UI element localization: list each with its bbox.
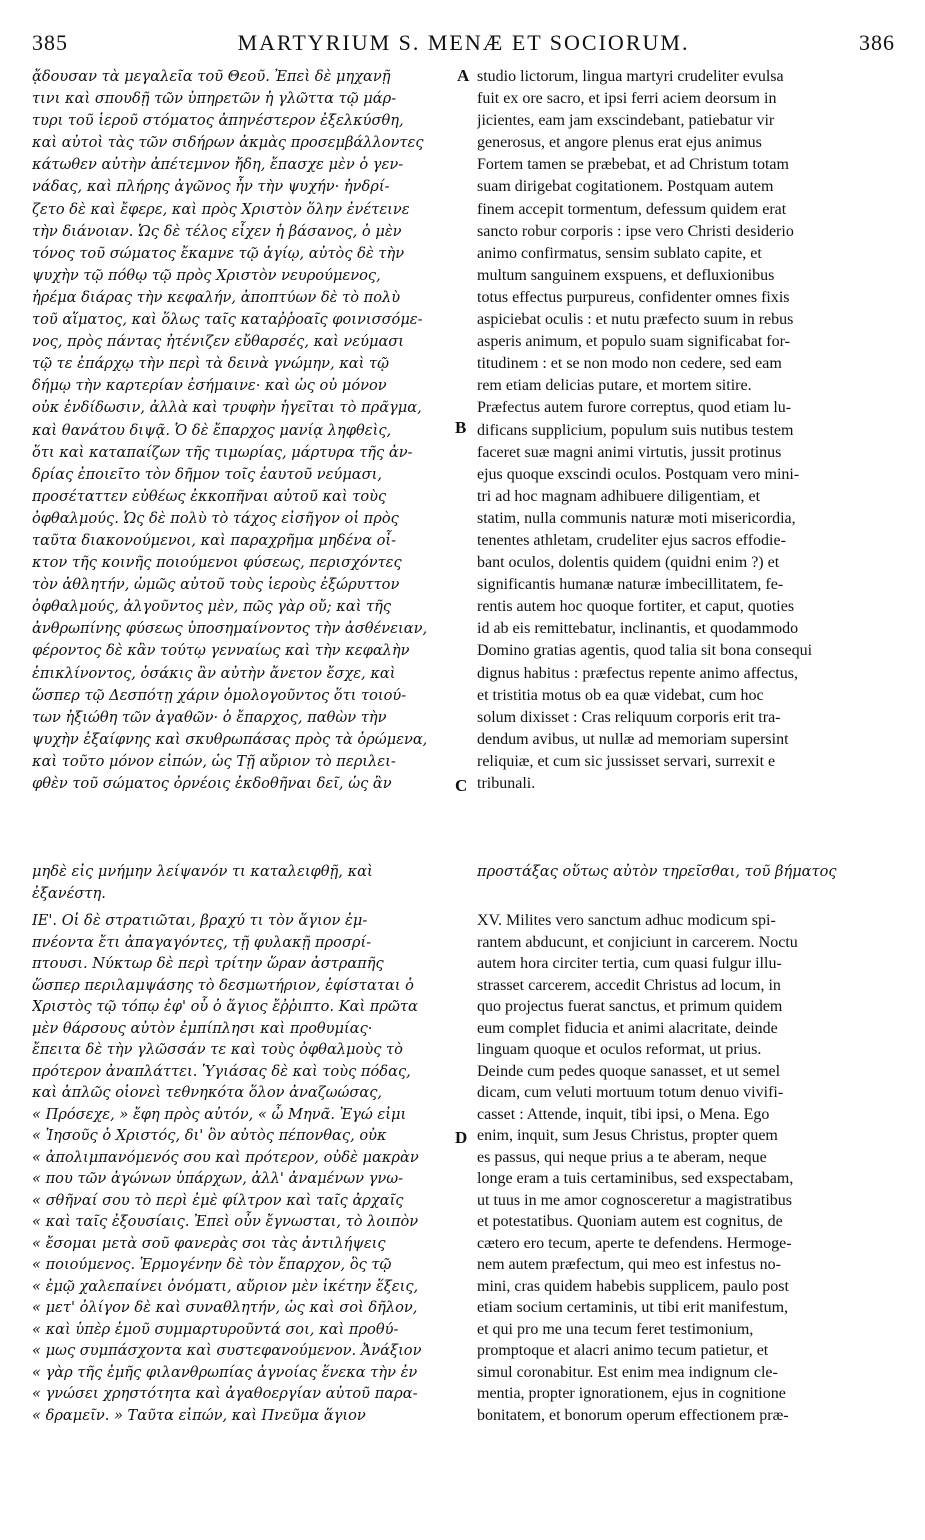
latin-text-line: etiam socium certaminis, ut tibi erit manifestum, xyxy=(477,1299,789,1316)
full-width-line-right: προστάξας οὕτως αὐτὸν τηρεῖσθαι, τοῦ βήματος xyxy=(477,863,837,880)
greek-text-line: ἐπικλίνοντος, ὁσάκις ἂν αὐτὴν ἄνετον ἔσχε, καὶ xyxy=(32,664,396,682)
greek-text-line: « Πρόσεχε, » ἔφη πρὸς αὐτόν, « ὦ Μηνᾶ. Ἐγώ εἰμι xyxy=(32,1105,407,1123)
latin-text-line: dificans supplicium, populum suis nutibus testem xyxy=(477,421,794,439)
latin-text-line: generosus, et angore plenus erat ejus animus xyxy=(477,134,762,152)
running-title: MARTYRIUM S. MENÆ ET SOCIORUM. xyxy=(237,30,690,55)
latin-text-line: tri ad hoc magnam adhibuere diligentiam, et xyxy=(477,487,761,505)
latin-text-line: Præfectus autem furore correptus, quod etiam lu- xyxy=(477,399,792,417)
latin-text-line: strasset carcerem, accedit Christus ad locum, in xyxy=(477,976,781,994)
latin-text-line: multum sanguinem exspuens, et defluxionibus xyxy=(477,266,775,284)
greek-text-line: ΙΕ'. Οἱ δὲ στρατιῶται, βραχύ τι τὸν ἅγιον ἐμ- xyxy=(32,912,368,929)
greek-text-line: καὶ θανάτου διψᾷ. Ὁ δὲ ἔπαρχος μανίᾳ ληφθεὶς, xyxy=(32,421,392,439)
greek-text-line: φθὲν τοῦ σώματος ὀρνέοις ἐκδοθῆναι δεῖ, ὡς ἂν xyxy=(32,775,392,792)
greek-text-line: ὥσπερ τῷ Δεσπότῃ χάριν ὁμολογοῦντος ὅτι τοιού- xyxy=(32,686,407,704)
latin-text-line: rantem abducunt, et conjiciunt in carcerem. Noctu xyxy=(477,933,798,951)
greek-text-line: « γὰρ τῆς ἐμῆς φιλανθρωπίας ἀγνοίας ἕνεκα τὴν ἐν xyxy=(32,1363,418,1381)
greek-text-line: « ἐμῷ χαλεπαίνει ὀνόματι, αὔριον μὲν ἱκέτην ἕξεις, xyxy=(32,1277,419,1295)
full-width-line xyxy=(32,863,894,885)
latin-text-line: jicientes, eam jam exscindebant, patiebatur vir xyxy=(477,112,775,130)
latin-text-line: faceret suæ magni animi virtutis, jussit protinus xyxy=(477,443,782,461)
running-header xyxy=(32,30,895,64)
latin-text-line: casset : Attende, inquit, tibi ipsi, o Mena. Ego xyxy=(477,1105,770,1123)
greek-text-line: καὶ ἁπλῶς οἱονεὶ τεθνηκότα ὅλον ἀναζωώσας, xyxy=(32,1084,383,1101)
greek-text-line: ἔπειτα δὲ τὴν γλῶσσάν τε καὶ τοὺς ὀφθαλμοὺς τὸ xyxy=(32,1041,403,1058)
greek-text-line: « δραμεῖν. » Ταῦτα εἰπών, καὶ Πνεῦμα ἅγιον xyxy=(32,1406,366,1424)
greek-text-line: « ἔσομαι μετὰ σοῦ φανερὰς σοι τὰς ἀντιλήψεις xyxy=(32,1234,386,1252)
greek-text-line: τῷ τε ἐπάρχῳ τὴν περὶ τὰ δεινὰ γνώμην, καὶ τῷ xyxy=(32,355,389,373)
greek-text-line: « καὶ ὑπὲρ ἐμοῦ συμμαρτυροῦντά σοι, καὶ προθύ- xyxy=(32,1320,399,1338)
latin-text-line: bant oculos, dolentis quidem (quidni enim ?) et xyxy=(477,554,780,572)
greek-column-bottom xyxy=(32,910,464,1426)
greek-text-line: μὲν θάρσους αὐτὸν ἐμπίπλησι καὶ προθυμίας· xyxy=(32,1019,373,1037)
latin-column-bottom xyxy=(477,910,895,1426)
latin-text-line: ejus quoque exscindi oculos. Postquam vero mini- xyxy=(477,465,800,483)
greek-text-line: Χριστὸς τῷ τόπῳ ἐφ' οὗ ὁ ἅγιος ἔῤῥιπτο. Καὶ πρῶτα xyxy=(32,998,418,1015)
latin-text-line: autem hora circiter tertia, cum quasi fulgur illu- xyxy=(477,955,782,972)
latin-text-line: Fortem tamen se præbebat, et ad Christum totam xyxy=(477,156,789,174)
latin-text-line: reliquiæ, et cum sic jussisset servari, surrexit e xyxy=(477,752,776,770)
latin-text-line: dicam, cum veluti mortuum totum denuo vivifi- xyxy=(477,1084,784,1101)
greek-text-line: δήμῳ τὴν καρτερίαν ἐσήμαινε· καὶ ὡς οὐ μόνον xyxy=(32,377,387,395)
greek-text-line: τὴν διάνοιαν. Ὡς δὲ τέλος εἶχεν ἡ βάσανος, ὁ μὲν xyxy=(32,222,402,240)
latin-text-line: totus effectus purpureus, confidenter omnes fixis xyxy=(477,288,790,306)
greek-text-line: « ποιούμενος. Ἑρμογένην δὲ τὸν ἔπαρχον, ὃς τῷ xyxy=(32,1256,392,1273)
latin-text-line: dendum avibus, ut nullæ ad memoriam supersint xyxy=(477,730,789,748)
latin-text-line: rentis autem hoc quoque fortiter, et caput, quoties xyxy=(477,598,795,616)
greek-text-line: ψυχὴν ἐξαίφνης καὶ σκυθρωπάσας πρὸς τὰ ὁρώμενα, xyxy=(32,730,428,748)
full-width-line-left: μηδὲ εἰς μνήμην λείψανόν τι καταλειφθῇ, καὶ xyxy=(32,863,373,880)
latin-text-line: id ab eis remittebatur, inclinantis, et quodammodo xyxy=(477,620,799,638)
latin-text-line: eum complet fiducia et animi alacritate, deinde xyxy=(477,1019,778,1037)
greek-text-line: « μως συμπάσχοντα καὶ συστεφανούμενον. Ἀνάξιον xyxy=(32,1342,422,1359)
latin-text-line: enim, inquit, sum Jesus Christus, propter quem xyxy=(477,1127,778,1144)
latin-text-line: Domino gratias agentis, quod talia sit bona consequi xyxy=(477,642,813,660)
latin-text-line: es passus, qui neque prius a te aberam, neque xyxy=(477,1148,767,1166)
greek-text-line: ταῦτα διακονούμενοι, καὶ παραχρῆμα μηδένα οἶ- xyxy=(32,531,397,549)
latin-text-line: Deinde cum pedes quoque sanasset, et ut semel xyxy=(477,1062,781,1080)
latin-text-line: XV. Milites vero sanctum adhuc modicum spi- xyxy=(477,912,776,929)
latin-text-line: studio lictorum, lingua martyri crudeliter evulsa xyxy=(477,68,784,85)
greek-column-top xyxy=(32,66,462,795)
latin-text-line: fuit ex ore sacro, et ipsi ferri aciem deorsum in xyxy=(477,90,777,108)
greek-text-line: νάδας, καὶ πλήρης ἀγῶνος ἦν τὴν ψυχήν· ἠνδρί- xyxy=(32,178,390,196)
latin-text-line: cætero ero tecum, aperte te defendens. Hermoge- xyxy=(477,1234,792,1252)
greek-text-line: ἀνθρωπίνης φύσεως ὑποσημαίνοντος τὴν ἀσθένειαν, xyxy=(32,620,428,638)
greek-text-line: πνέοντα ἔτι ἀπαγαγόντες, τῇ φυλακῇ προσρί- xyxy=(32,933,372,951)
greek-text-line: νος, πρὸς πάντας ἠτένιζεν εὔθαρσές, καὶ νεύμασι xyxy=(32,333,404,351)
latin-text-line: tenentes athletam, crudeliter ejus sacros effodie- xyxy=(477,531,786,549)
latin-text-line: sancto robur corporis : ipse vero Christi desiderio xyxy=(477,222,794,240)
greek-text-line: « που τῶν ἀγώνων ὑπάρχων, ἀλλ' ἀναμένων γνω- xyxy=(32,1170,404,1187)
greek-text-line: προσέταττεν εὐθέως ἐκκοπῆναι αὐτοῦ καὶ τοὺς xyxy=(32,487,387,505)
section-marker-b: B xyxy=(455,418,467,437)
greek-text-line: φέροντος δὲ κἂν τούτῳ γενναίως καὶ τὴν κεφαλὴν xyxy=(32,642,410,660)
greek-text-line: ὥσπερ περιλαμψάσης τὸ δεσμωτήριον, ἐφίσταται ὁ xyxy=(32,976,414,994)
latin-text-line: promptoque et alacri animo tecum patietur, et xyxy=(477,1342,769,1359)
greek-text-line: πρότερον ἀναπλάττει. Ὑγιάσας δὲ καὶ τοὺς πόδας, xyxy=(32,1062,411,1080)
latin-text-line: linguam quoque et oculos reformat, ut prius. xyxy=(477,1041,762,1058)
full-width-line-tail: ἐξανέστη. xyxy=(32,885,106,902)
latin-text-line: et potestatibus. Quoniam autem est cognitus, de xyxy=(477,1213,783,1230)
latin-text-line: et tristitia motus ob ea quæ videbat, cum hoc xyxy=(477,686,764,704)
greek-text-line: ψυχὴν τῷ πόθῳ τῷ πρὸς Χριστὸν νευρούμενος, xyxy=(32,266,381,284)
latin-column-top xyxy=(477,66,895,795)
greek-text-line: των ἠξιώθη τῶν ἀγαθῶν· ὁ ἔπαρχος, παθὼν τὴν xyxy=(32,708,387,726)
greek-text-line: κτον τῆς κοινῆς ποιούμενοι φύσεως, περισχόντες xyxy=(32,554,402,572)
greek-text-line: « Ἰησοῦς ὁ Χριστός, δι' ὃν αὐτὸς πέπονθας, οὐκ xyxy=(32,1127,387,1144)
greek-text-line: κάτωθεν αὐτὴν ἀπέτεμνον ἤδη, ἔπασχε μὲν ὁ γεν- xyxy=(32,156,404,174)
greek-text-line: ᾄδουσαν τὰ μεγαλεῖα τοῦ Θεοῦ. Ἐπεὶ δὲ μηχανῇ xyxy=(32,68,391,85)
latin-text-line: significantis humanæ naturæ imbecillitatem, fe- xyxy=(477,576,784,594)
greek-text-line: καὶ αὐτοὶ τὰς τῶν σιδήρων ἀκμὰς προσεμβάλλοντες xyxy=(32,134,424,152)
latin-text-line: titudinem : et se non modo non cedere, sed eam xyxy=(477,355,782,373)
latin-text-line: nem autem præfectum, qui meo est infestus no- xyxy=(477,1256,781,1273)
latin-text-line: asperis animum, et populo suam significabat for- xyxy=(477,333,790,351)
latin-text-line: statim, nulla communis naturæ moti misericordia, xyxy=(477,509,796,527)
latin-text-line: finem accepit tormentum, defessum quidem erat xyxy=(477,200,787,218)
greek-text-line: ὅτι καὶ καταπαίζων τῆς τιμωρίας, μάρτυρα τῆς ἀν- xyxy=(32,443,413,461)
section-marker-a: A xyxy=(457,66,470,85)
greek-text-line: « σθῆναί σου τὸ περὶ ἐμὲ φίλτρον καὶ ταῖς ἀρχαῖς xyxy=(32,1191,404,1209)
latin-text-line: tribunali. xyxy=(477,775,536,792)
greek-text-line: δρίας ἐποιεῖτο τὸν δῆμον τοῖς ἑαυτοῦ νεύμασι, xyxy=(32,465,382,483)
page-number-right: 386 xyxy=(859,30,895,55)
greek-text-line: οὐκ ἐνδίδωσιν, ἀλλὰ καὶ τρυφὴν ἡγεῖται τὸ πρᾶγμα, xyxy=(32,399,422,417)
latin-text-line: animo confirmatus, sensim sublato capite, et xyxy=(477,244,762,262)
latin-text-line: mini, cras quidem habebis supplicem, paulo post xyxy=(477,1277,789,1295)
greek-text-line: πτουσι. Νύκτωρ δὲ περὶ τρίτην ὥραν ἀστραπῆς xyxy=(32,955,384,972)
greek-text-line: τοῦ αἵματος, καὶ ὅλως ταῖς καταῤῥοαῖς φοινισσόμε- xyxy=(32,311,423,329)
greek-text-line: ἠρέμα διάρας τὴν κεφαλήν, ἀποπτύων δὲ τὸ πολὺ xyxy=(32,288,401,306)
section-marker-d: D xyxy=(455,1128,468,1147)
latin-text-line: rem etiam delicias putare, et mortem sitire. xyxy=(477,377,752,395)
greek-text-line: ὀφθαλμούς, ἀλγοῦντος μὲν, πῶς γὰρ οὔ; καὶ τῆς xyxy=(32,598,392,616)
greek-text-line: καὶ τοῦτο μόνον εἰπών, ὡς Τῇ αὔριον τὸ περιλει- xyxy=(32,752,396,770)
greek-text-line: « καὶ ταῖς ἐξουσίαις. Ἐπεὶ οὖν ἔγνωσται, τὸ λοιπὸν xyxy=(32,1213,419,1230)
latin-text-line: solum dixisset : Cras reliquum corporis erit tra- xyxy=(477,708,781,726)
latin-text-line: aspiciebat oculis : et nutu præfecto suum in rebus xyxy=(477,311,794,329)
greek-text-line: ζετο δὲ καὶ ἔφερε, καὶ πρὸς Χριστὸν ὅλην ἐνέτεινε xyxy=(32,200,410,218)
greek-text-line: τινι καὶ σπουδῇ τῶν ὑπηρετῶν ἡ γλῶττα τῷ μάρ- xyxy=(32,90,397,108)
latin-text-line: ut tuus in me amor cognosceretur a magistratibus xyxy=(477,1191,793,1209)
latin-text-line: longe eram a tuis certaminibus, sed exspectabam, xyxy=(477,1170,794,1187)
latin-text-line: suam dirigebat cogitationem. Postquam autem xyxy=(477,178,774,196)
greek-text-line: τὸν ἀθλητήν, ὠμῶς αὐτοῦ τοὺς ἱεροὺς ἐξώρυττον xyxy=(32,576,400,594)
page-number-left: 385 xyxy=(32,30,68,55)
section-marker-c: C xyxy=(455,776,468,795)
greek-text-line: ὀφθαλμούς. Ὡς δὲ πολὺ τὸ τάχος εἰσῆγον οἱ πρὸς xyxy=(32,509,399,527)
greek-text-line: τυρι τοῦ ἱεροῦ στόματος ἀπηνέστερον ἐξελκύσθη, xyxy=(32,112,404,130)
latin-text-line: quo projectus fuerat sanctus, et primum quidem xyxy=(477,998,783,1015)
greek-text-line: « ἀπολιμπανόμενός σου καὶ πρότερον, οὐδὲ μακρὰν xyxy=(32,1148,419,1166)
greek-text-line: « μετ' ὀλίγον δὲ καὶ συναθλητήν, ὡς καὶ σοὶ δῆλον, xyxy=(32,1299,418,1316)
latin-text-line: et qui pro me una tecum feret testimonium, xyxy=(477,1320,754,1338)
greek-text-line: « γνώσει χρηστότητα καὶ ἀγαθοεργίαν αὐτοῦ παρα- xyxy=(32,1385,418,1402)
latin-text-line: mentia, propter ignorationem, ejus in cognitione xyxy=(477,1385,786,1402)
latin-text-line: dignus habitus : præfectus repente animo affectus, xyxy=(477,664,798,682)
latin-text-line: simul coronabitur. Est enim mea indignum cle- xyxy=(477,1363,778,1381)
latin-text-line: bonitatem, et bonorum operum effectionem præ- xyxy=(477,1406,789,1424)
greek-text-line: τόνος τοῦ σώματος ἔκαμνε τῷ ἁγίῳ, αὐτὸς δὲ τὴν xyxy=(32,244,405,262)
